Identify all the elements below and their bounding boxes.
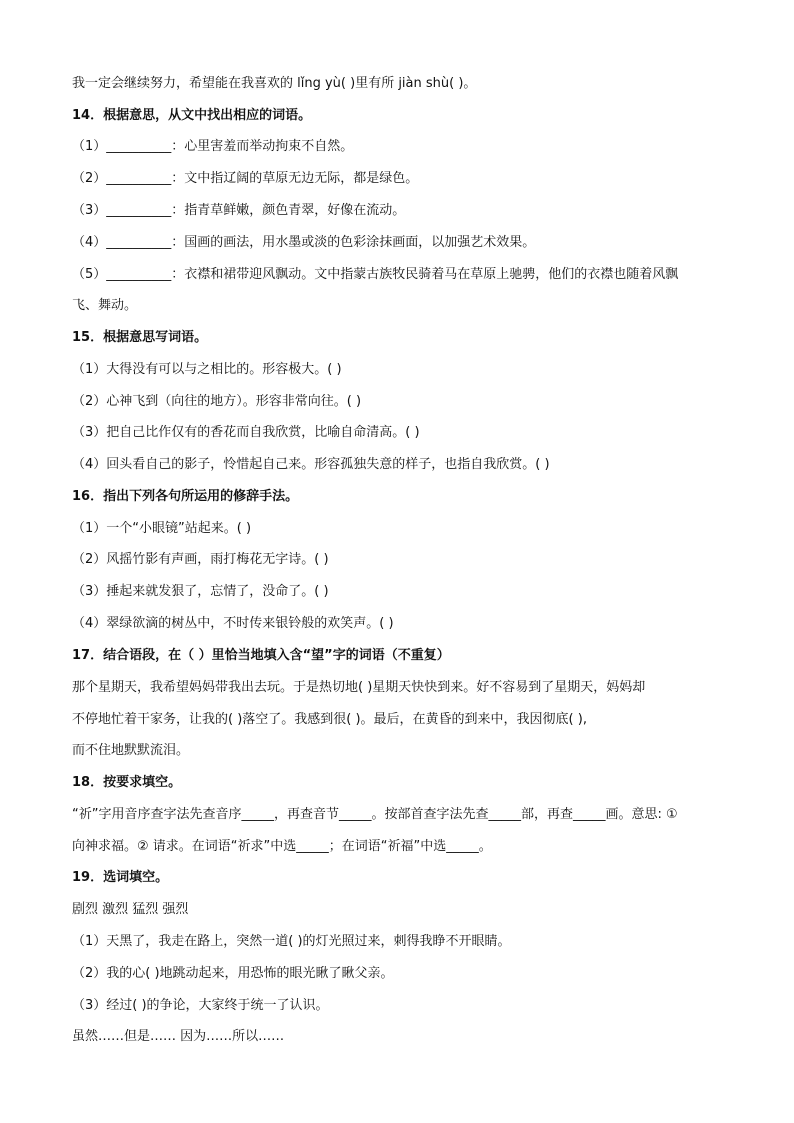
q18-line-1: “祈”字用音序查字法先查音序_____，再查音节_____。按部首查字法先查_____部，再查_____画。意思: ① [72, 807, 678, 822]
question-17-title: 17．结合语段，在（ ）里恰当地填入含“望”字的词语（不重复） [72, 648, 450, 663]
question-13-sentence: 我一定会继续努力，希望能在我喜欢的 lǐng yù( )里有所 jiàn shù( )。 [72, 76, 477, 91]
q16-item-3: （3）捶起来就发狠了，忘情了，没命了。( ) [72, 584, 329, 599]
q14-item-5-cont: 飞、舞动。 [72, 298, 138, 313]
q14-item-1: （1）__________：心里害羞而举动拘束不自然。 [72, 139, 354, 154]
q15-item-1: （1）大得没有可以与之相比的。形容极大。( ) [72, 362, 342, 377]
q14-item-5: （5）__________：衣襟和裙带迎风飘动。文中指蒙古族牧民骑着马在草原上驰骋，他们的衣襟也随着风飘 [72, 267, 679, 282]
q15-item-4: （4）回头看自己的影子，怜惜起自己来。形容孤独失意的样子，也指自我欣赏。( ) [72, 457, 550, 472]
question-19-title: 19．选词填空。 [72, 870, 169, 885]
q14-item-4: （4）__________：国画的画法，用水墨或淡的色彩涂抹画面，以加强艺术效果。 [72, 235, 536, 250]
q18-line-2: 向神求福。② 请求。在词语“祈求”中选_____；在词语“祈福”中选_____。 [72, 839, 492, 854]
q14-item-3: （3）__________：指青草鲜嫩，颜色青翠，好像在流动。 [72, 203, 406, 218]
q19-word-choices: 剧烈 激烈 猛烈 强烈 [72, 902, 189, 917]
q16-item-2: （2）风摇竹影有声画，雨打梅花无字诗。( ) [72, 552, 329, 567]
question-18-title: 18．按要求填空。 [72, 775, 182, 790]
q15-item-3: （3）把自己比作仅有的香花而自我欣赏，比喻自命清高。( ) [72, 425, 420, 440]
q19-item-3: （3）经过( )的争论，大家终于统一了认识。 [72, 998, 329, 1013]
q17-paragraph-line-3: 而不住地默默流泪。 [72, 743, 190, 758]
question-14-title: 14．根据意思，从文中找出相应的词语。 [72, 108, 312, 123]
q19-conjunction-choices: 虽然……但是…… 因为……所以…… [72, 1029, 285, 1044]
q15-item-2: （2）心神飞到（向往的地方）。形容非常向往。( ) [72, 394, 362, 409]
q17-paragraph-line-1: 那个星期天，我希望妈妈带我出去玩。于是热切地( )星期天快快到来。好不容易到了星期天，妈妈却 [72, 680, 646, 695]
q17-paragraph-line-2: 不停地忙着干家务，让我的( )落空了。我感到很( )。最后，在黄昏的到来中，我因彻底( ), [72, 712, 587, 727]
question-15-title: 15．根据意思写词语。 [72, 330, 208, 345]
q14-item-2: （2）__________：文中指辽阔的草原无边无际，都是绿色。 [72, 171, 419, 186]
question-16-title: 16．指出下列各句所运用的修辞手法。 [72, 489, 299, 504]
q19-item-1: （1）天黑了，我走在路上，突然一道( )的灯光照过来，刺得我睁不开眼睛。 [72, 934, 511, 949]
q19-item-2: （2）我的心( )地跳动起来，用恐怖的眼光瞅了瞅父亲。 [72, 966, 394, 981]
q16-item-1: （1）一个“小眼镜”站起来。( ) [72, 521, 252, 536]
q16-item-4: （4）翠绿欲滴的树丛中，不时传来银铃般的欢笑声。( ) [72, 616, 394, 631]
